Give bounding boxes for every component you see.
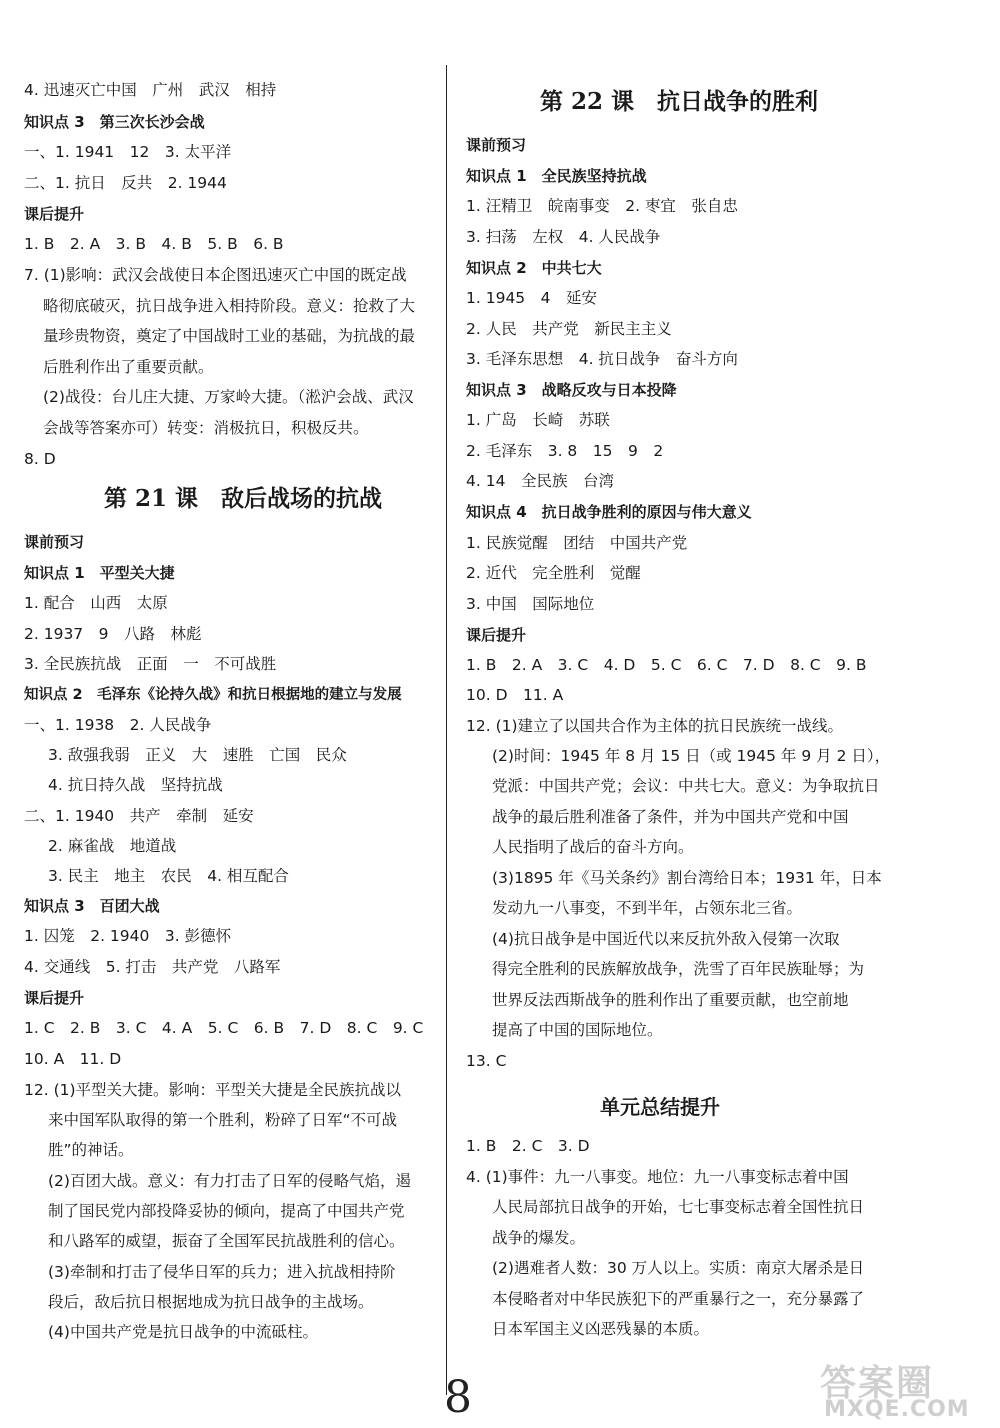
answer-line: 得完全胜利的民族解放战争，洗雪了百年民族耻辱；为 [492, 960, 865, 978]
answer-line: 本侵略者对中华民族犯下的严重暴行之一，充分暴露了 [492, 1290, 865, 1308]
answer-line: 4. 迅速灭亡中国 广州 武汉 相持 [24, 81, 277, 99]
answer-line: 制了国民党内部投降妥协的倾向，提高了中国共产党 [48, 1202, 405, 1220]
answer-line: 2. 近代 完全胜利 觉醒 [466, 564, 641, 582]
answer-line: 3. 扫荡 左权 4. 人民战争 [466, 228, 661, 246]
answer-line: (3)1895 年《马关条约》割台湾给日本；1931 年，日本 [492, 869, 882, 887]
answer-line: 1. C 2. B 3. C 4. A 5. C 6. B 7. D 8. C 9. C [24, 1019, 424, 1037]
answer-line: 后胜利作出了重要贡献。 [43, 358, 214, 376]
answer-line: 会战等答案亦可）转变：消极抗日，积极反共。 [43, 419, 369, 437]
section-heading: 知识点 2 中共七大 [466, 259, 602, 277]
section-heading: 课前预习 [24, 533, 85, 551]
answer-line: 1. B 2. A 3. B 4. B 5. B 6. B [24, 235, 284, 253]
section-heading: 课前预习 [466, 136, 527, 154]
answer-line: 胜”的神话。 [48, 1141, 134, 1159]
answer-line: 3. 民主 地主 农民 4. 相互配合 [48, 867, 289, 885]
section-heading: 知识点 1 全民族坚持抗战 [466, 167, 647, 185]
answer-line: 战争的爆发。 [492, 1229, 586, 1247]
answer-line: 战争的最后胜利准备了条件，并为中国共产党和中国 [492, 808, 849, 826]
answer-line: 提高了中国的国际地位。 [492, 1021, 663, 1039]
answer-line: 12. (1)建立了以国共合作为主体的抗日民族统一战线。 [466, 717, 844, 735]
answer-line: 2. 人民 共产党 新民主主义 [466, 320, 672, 338]
section-heading: 知识点 1 平型关大捷 [24, 564, 175, 582]
answer-line: 13. C [466, 1052, 507, 1070]
answer-line: 二、1. 1940 共产 牵制 延安 [24, 807, 254, 825]
answer-line: 略彻底破灭，抗日战争进入相持阶段。意义：抢救了大 [43, 297, 416, 315]
answer-line: 二、1. 抗日 反共 2. 1944 [24, 174, 227, 192]
watermark-logo [820, 1355, 990, 1423]
watermark-url: MXQE.COM [824, 1397, 970, 1422]
answer-line: 4. 交通线 5. 打击 共产党 八路军 [24, 958, 281, 976]
answer-line: 3. 毛泽东思想 4. 抗日战争 奋斗方向 [466, 350, 738, 368]
answer-line: 1. 1945 4 延安 [466, 289, 598, 307]
answer-line: (2)时间：1945 年 8 月 15 日（或 1945 年 9 月 2 日）， [492, 747, 891, 765]
section-heading: 知识点 2 毛泽东《论持久战》和抗日根据地的建立与发展 [24, 687, 402, 703]
answer-line: 人民局部抗日战争的开始，七七事变标志着全国性抗日 [492, 1198, 865, 1216]
column-divider [446, 65, 447, 1395]
section-heading: 课后提升 [24, 989, 85, 1007]
answer-line: 2. 毛泽东 3. 8 15 9 2 [466, 442, 664, 460]
answer-line: 4. (1)事件：九一八事变。地位：九一八事变标志着中国 [466, 1168, 849, 1186]
answer-line: 4. 14 全民族 台湾 [466, 472, 614, 490]
section-heading: 课后提升 [466, 626, 527, 644]
answer-line: 段后，敌后抗日根据地成为抗日战争的主战场。 [48, 1293, 374, 1311]
section-heading: 知识点 4 抗日战争胜利的原因与伟大意义 [466, 503, 752, 521]
answer-line: 一、1. 1938 2. 人民战争 [24, 716, 212, 734]
answer-line: 党派：中国共产党；会议：中共七大。意义：为争取抗日 [492, 777, 880, 795]
answer-line: (2)战役：台儿庄大捷、万家岭大捷。（淞沪会战、武汉 [43, 388, 414, 406]
watermark-text: 答案圈 [820, 1363, 935, 1404]
answer-line: 1. 配合 山西 太原 [24, 594, 168, 612]
section-heading: 知识点 3 百团大战 [24, 897, 160, 915]
answer-line: 1. 囚笼 2. 1940 3. 彭德怀 [24, 927, 232, 945]
answer-line: 世界反法西斯战争的胜利作出了重要贡献，也空前地 [492, 991, 849, 1009]
answer-line: 4. 抗日持久战 坚持抗战 [48, 776, 223, 794]
page-number: 8 [444, 1372, 472, 1423]
answer-line: 3. 中国 国际地位 [466, 595, 595, 613]
answer-line: 10. D 11. A [466, 686, 564, 704]
answer-line: 量珍贵物资，奠定了中国战时工业的基础，为抗战的最 [43, 327, 416, 345]
unit-summary-title: 单元总结提升 [600, 1095, 720, 1119]
section-heading: 知识点 3 第三次长沙会战 [24, 113, 205, 131]
answer-line: 日本军国主义凶恶残暴的本质。 [492, 1320, 710, 1338]
answer-line: (2)百团大战。意义：有力打击了日军的侵略气焰，遏 [48, 1172, 411, 1190]
lesson-title: 第 21 课 敌后战场的抗战 [104, 485, 383, 512]
answer-line: 3. 全民族抗战 正面 一 不可战胜 [24, 655, 277, 673]
answer-line: 3. 敌强我弱 正义 大 速胜 亡国 民众 [48, 746, 347, 764]
answer-line: (4)抗日战争是中国近代以来反抗外敌入侵第一次取 [492, 930, 840, 948]
answer-line: 人民指明了战后的奋斗方向。 [492, 838, 694, 856]
answer-line: 和八路军的威望，振奋了全国军民抗战胜利的信心。 [48, 1232, 405, 1250]
answer-line: 2. 麻雀战 地道战 [48, 837, 177, 855]
answer-line: 1. 汪精卫 皖南事变 2. 枣宜 张自忠 [466, 197, 738, 215]
answer-line: 1. 广岛 长崎 苏联 [466, 411, 610, 429]
answer-line: (3)牵制和打击了侵华日军的兵力；进入抗战相持阶 [48, 1263, 396, 1281]
answer-line: 来中国军队取得的第一个胜利，粉碎了日军“不可战 [48, 1111, 398, 1129]
answer-line: (2)遇难者人数：30 万人以上。实质：南京大屠杀是日 [492, 1259, 865, 1277]
answer-line: 7. (1)影响：武汉会战使日本企图迅速灭亡中国的既定战 [24, 266, 407, 284]
answer-line: (4)中国共产党是抗日战争的中流砥柱。 [48, 1323, 318, 1341]
answer-line: 1. 民族觉醒 团结 中国共产党 [466, 534, 688, 552]
answer-line: 12. (1)平型关大捷。影响：平型关大捷是全民族抗战以 [24, 1081, 402, 1099]
answer-line: 8. D [24, 450, 56, 468]
answer-line: 一、1. 1941 12 3. 太平洋 [24, 143, 232, 161]
section-heading: 知识点 3 战略反攻与日本投降 [466, 381, 677, 399]
answer-line: 1. B 2. C 3. D [466, 1137, 590, 1155]
section-heading: 课后提升 [24, 205, 85, 223]
answer-line: 10. A 11. D [24, 1050, 122, 1068]
answer-line: 发动九一八事变，不到半年，占领东北三省。 [492, 899, 803, 917]
answer-line: 1. B 2. A 3. C 4. D 5. C 6. C 7. D 8. C 9. B [466, 656, 867, 674]
answer-line: 2. 1937 9 八路 林彪 [24, 625, 202, 643]
lesson-title: 第 22 课 抗日战争的胜利 [540, 88, 819, 115]
